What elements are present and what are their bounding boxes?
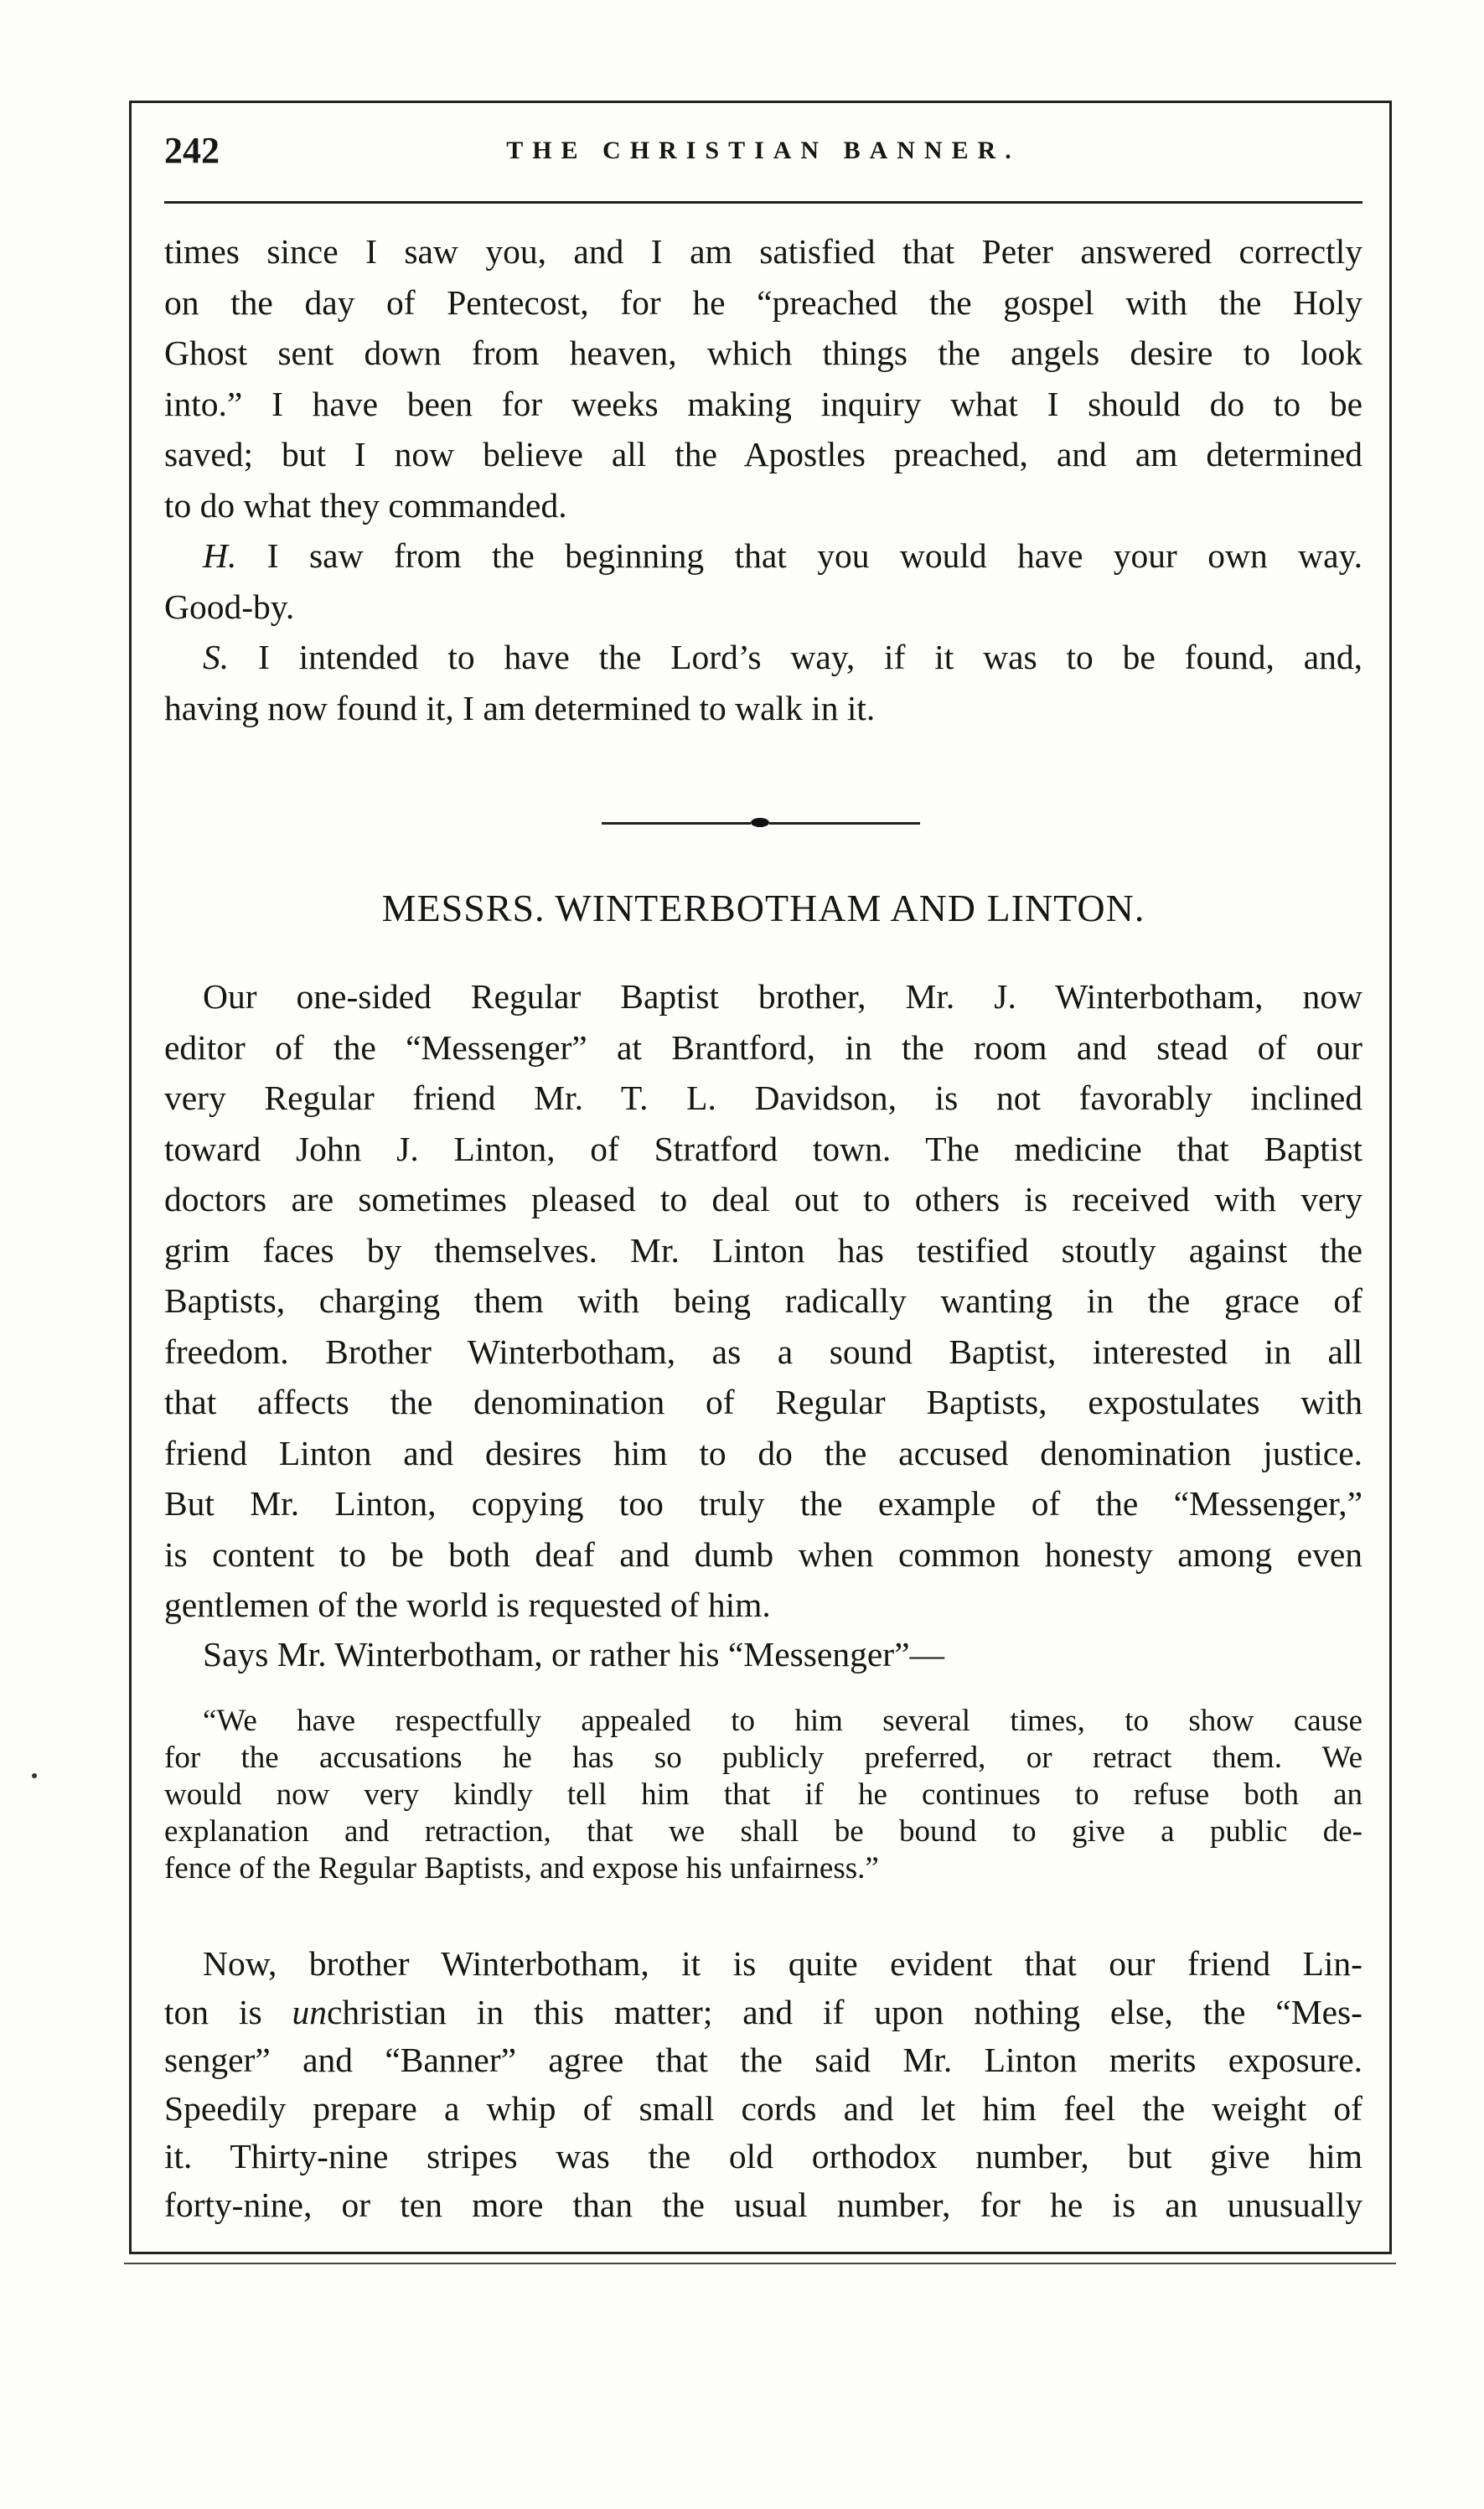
text-line: gentlemen of the world is requested of him.	[164, 1586, 771, 1624]
speaker-h: H.	[203, 536, 237, 575]
section-ornament	[602, 812, 920, 837]
text-line: times since I saw you, and I am satisfied that Peter answered correctly	[164, 232, 1362, 271]
article-body	[164, 972, 1362, 1679]
text-line: Says Mr. Winterbotham, or rather his “Messenger”—	[203, 1634, 944, 1674]
s-text: I intended to have the Lord’s way, if it was to be found, and,	[257, 638, 1362, 676]
speaker-s: S.	[203, 638, 230, 676]
text-line: on the day of Pentecost, for he “preached the gospel with the Holy	[164, 282, 1362, 322]
text-line: freedom. Brother Winterbotham, as a sound Baptist, interested in all	[164, 1332, 1362, 1371]
text-line: is content to be both deaf and dumb when common honesty among even	[164, 1534, 1362, 1574]
dialogue-block	[164, 226, 1362, 733]
quote-line: would now very kindly tell him that if he continues to refuse both an	[164, 1777, 1362, 1812]
text-line: forty-nine, or ten more than the usual number, for he is an unusually	[164, 2185, 1362, 2224]
text-line: Good-by.	[164, 587, 295, 626]
text-line-emphasis	[164, 1989, 1362, 2037]
text-line: to do what they commanded.	[164, 485, 567, 525]
text-line: doctors are sometimes pleased to deal out to others is received with very	[164, 1180, 1362, 1218]
text-line: friend Linton and desires him to do the accused denomination justice.	[164, 1433, 1362, 1472]
page-header	[164, 126, 1362, 176]
text-line: very Regular friend Mr. T. L. Davidson, is not favorably inclined	[164, 1079, 1362, 1117]
quote-line: for the accusations he has so publicly preferred, or retract them. We	[164, 1741, 1362, 1775]
text-fragment: ton is	[164, 1992, 292, 2031]
text-line: editor of the “Messenger” at Brantford, in the room and stead of our	[164, 1027, 1362, 1067]
section-title: MESSRS. WINTERBOTHAM AND LINTON.	[381, 887, 1145, 929]
text-line: Baptists, charging them with being radically wanting in the grace of	[164, 1281, 1362, 1320]
page-number: 242	[164, 130, 220, 171]
text-line: Our one-sided Regular Baptist brother, Mr. J. Winterbotham, now	[203, 977, 1362, 1016]
text-line: But Mr. Linton, copying too truly the example of the “Messenger,”	[164, 1484, 1362, 1523]
header-rule	[164, 201, 1362, 204]
text-line: Now, brother Winterbotham, it is quite evident that our friend Lin-	[203, 1944, 1362, 1983]
text-line: having now found it, I am determined to walk in it.	[164, 688, 876, 727]
text-line: Ghost sent down from heaven, which things the angels desire to look	[164, 334, 1362, 372]
quote-line: fence of the Regular Baptists, and expose his unfairness.”	[164, 1851, 879, 1886]
text-line: toward John J. Linton, of Stratford town. The medicine that Baptist	[164, 1129, 1362, 1168]
text-line: into.” I have been for weeks making inquiry what I should do to be	[164, 384, 1362, 423]
dialogue-h-line	[164, 530, 1362, 582]
text-line: senger” and “Banner” agree that the said Mr. Linton merits exposure.	[164, 2041, 1362, 2079]
ornament-line-right	[769, 822, 920, 825]
running-head: THE CHRISTIAN BANNER.	[506, 137, 1021, 164]
ornament-line-left	[602, 822, 751, 825]
text-line: saved; but I now believe all the Apostles preached, and am determined	[164, 435, 1362, 473]
page-bottom-rule	[124, 2263, 1396, 2264]
quote-line: explanation and retraction, that we shall be bound to give a public de-	[164, 1814, 1362, 1849]
block-quote	[164, 1703, 1362, 1887]
text-line: grim faces by themselves. Mr. Linton has testified stoutly against the	[164, 1230, 1362, 1270]
ornament-dot	[751, 818, 769, 827]
text-line: that affects the denomination of Regular Baptists, expostulates with	[164, 1383, 1362, 1421]
dialogue-s-line	[164, 632, 1362, 683]
quote-line: “We have respectfully appealed to him several times, to show cause	[203, 1704, 1362, 1738]
text-line: it. Thirty-nine stripes was the old orthodox number, but give him	[164, 2137, 1362, 2175]
h-text: I saw from the beginning that you would have your own way.	[266, 536, 1362, 575]
text-fragment: christian in this matter; and if upon nothing else, the “Mes-	[327, 1992, 1362, 2031]
article-continuation	[164, 1940, 1362, 2229]
italic-prefix: un	[292, 1992, 327, 2031]
margin-speck	[32, 1773, 37, 1778]
text-line: Speedily prepare a whip of small cords and let him feel the weight of	[164, 2088, 1362, 2128]
